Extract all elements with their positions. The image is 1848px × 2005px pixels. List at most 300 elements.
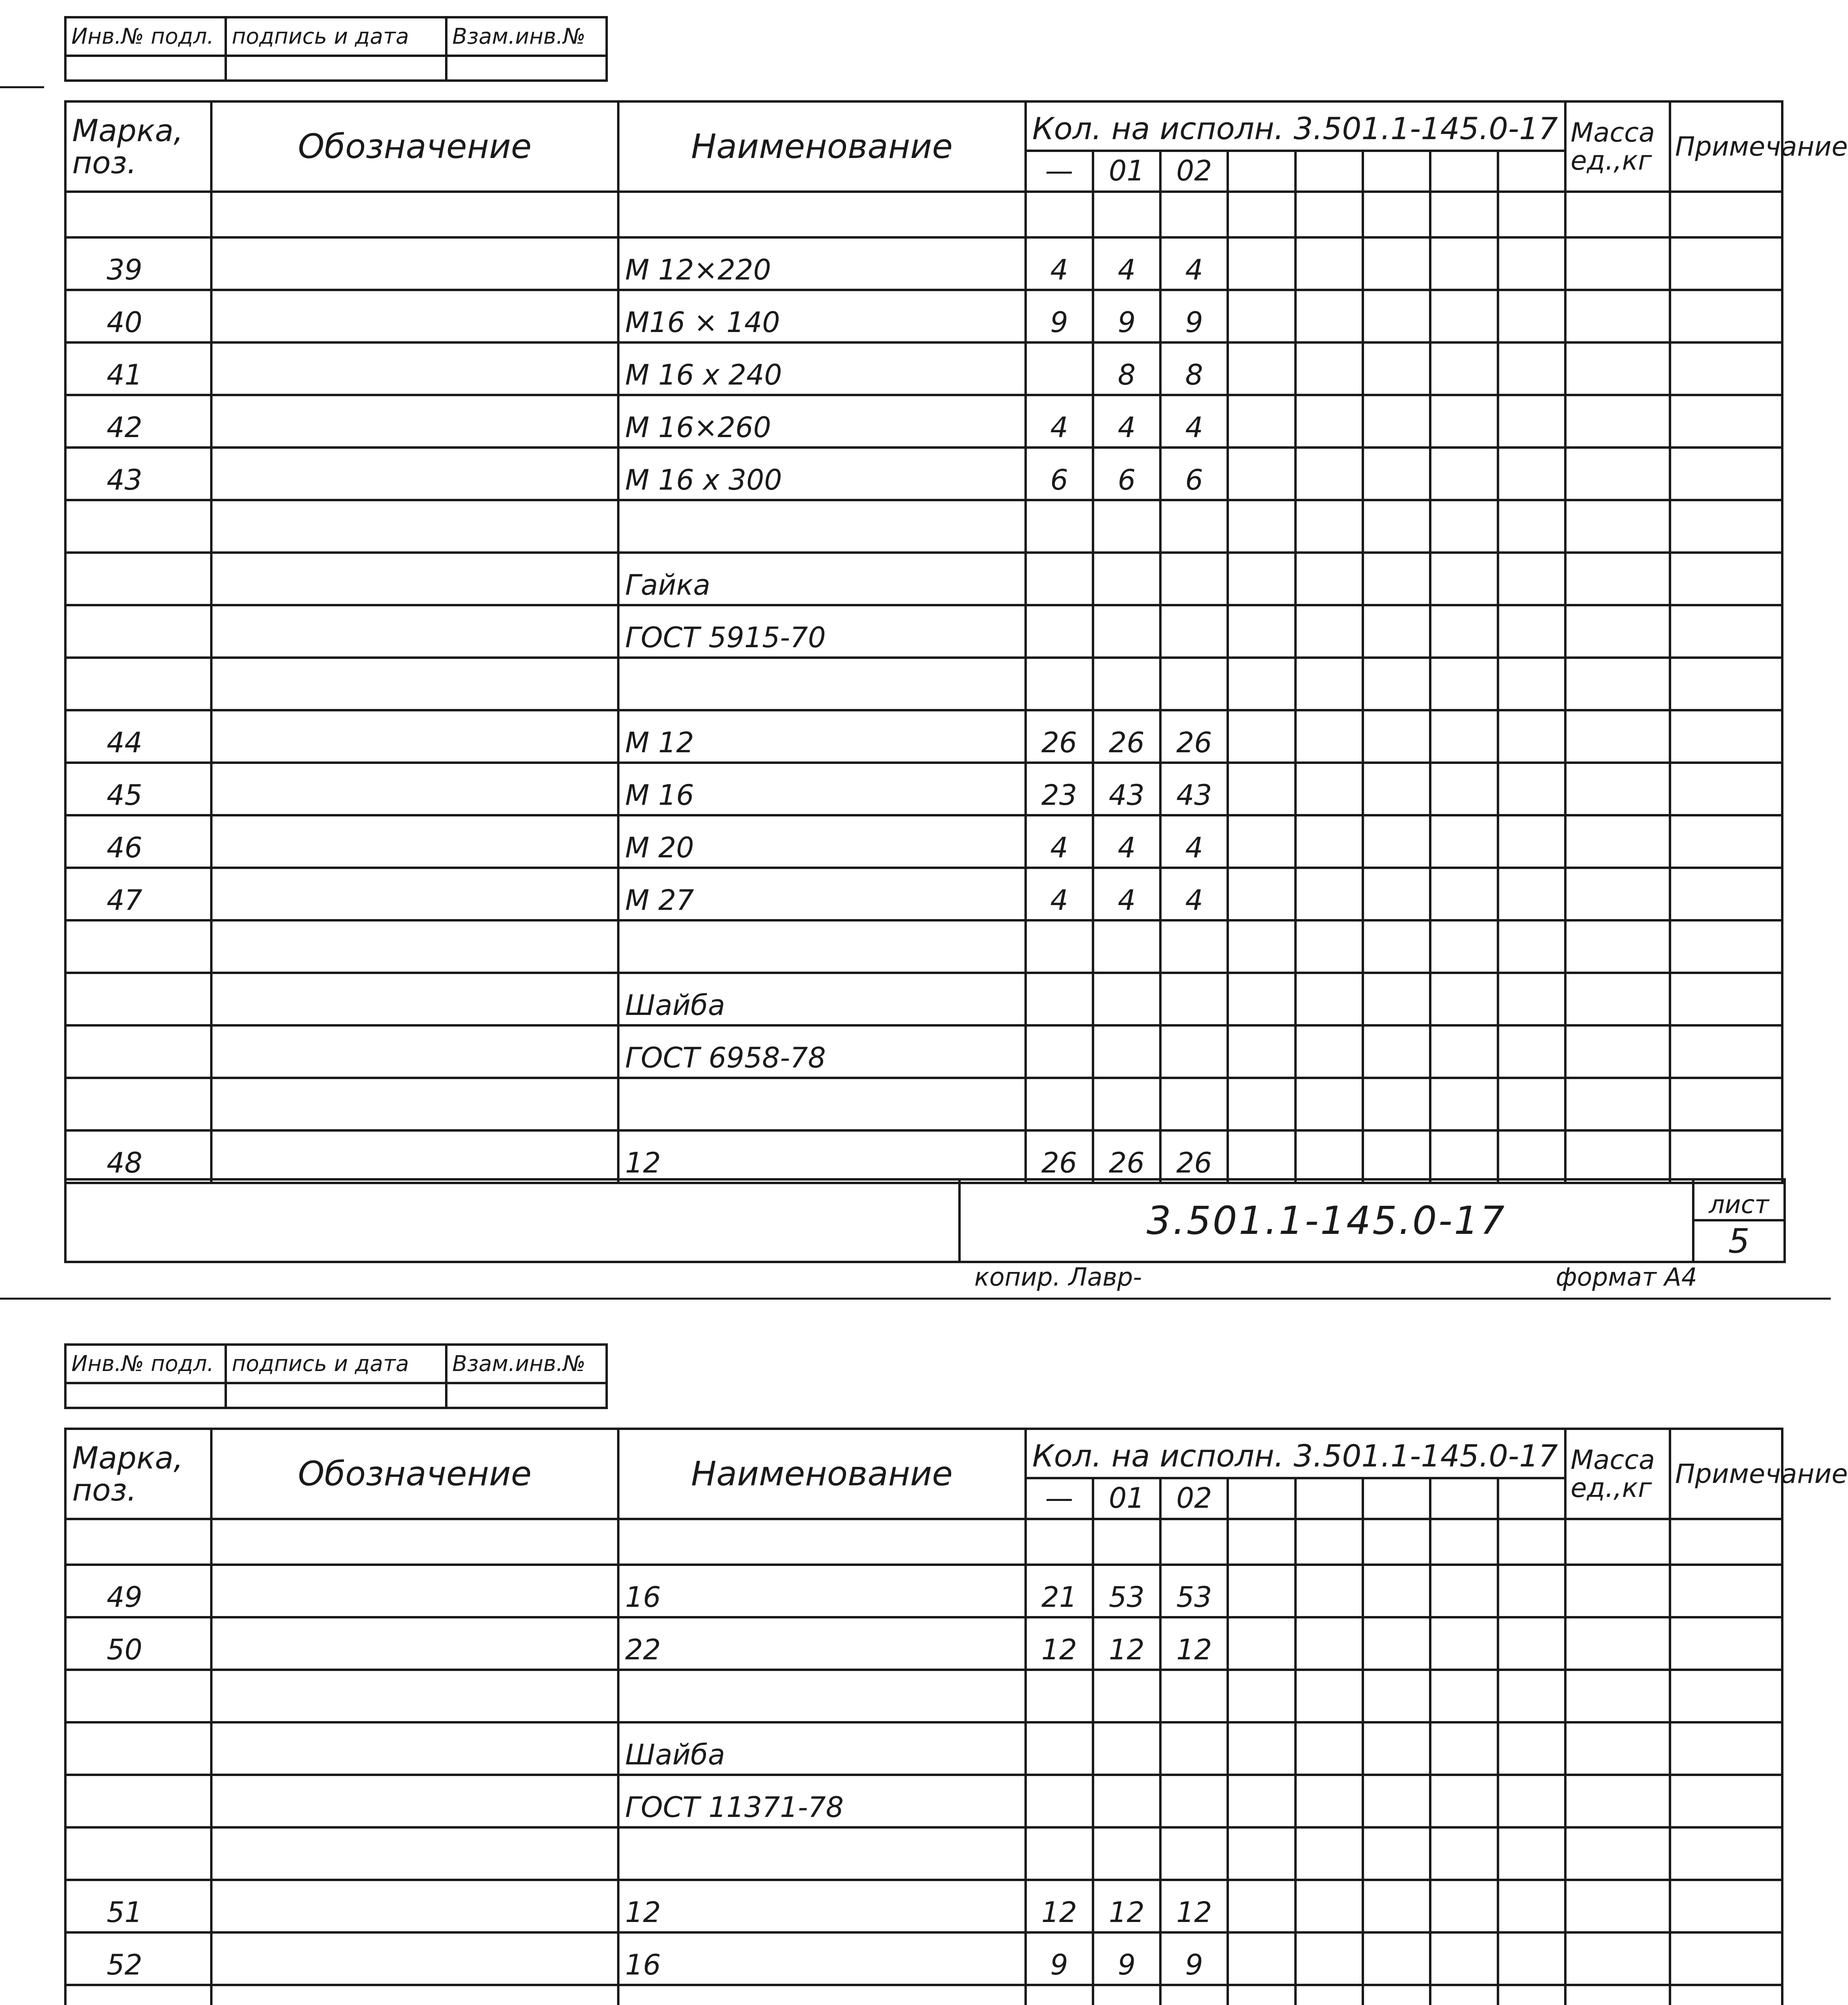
row-qty-blank — [1228, 1130, 1295, 1183]
row-qty-01: 6 — [1093, 448, 1160, 500]
row-name — [618, 658, 1025, 710]
row-position — [65, 192, 211, 237]
col-qty-blank — [1228, 151, 1295, 192]
row-qty-base — [1026, 1775, 1093, 1827]
row-qty-blank — [1228, 1932, 1295, 1985]
col-qty-blank — [1295, 151, 1363, 192]
row-position: 46 — [65, 815, 211, 868]
row-designation — [211, 658, 618, 710]
row-qty-02 — [1160, 1519, 1228, 1565]
row-position — [65, 500, 211, 553]
row-designation — [211, 290, 618, 342]
row-qty-base: 12 — [1026, 1880, 1093, 1932]
approval-header — [64, 16, 608, 82]
row-qty-01: 43 — [1093, 763, 1160, 815]
row-name: Шайба — [618, 973, 1025, 1025]
row-qty-02: 6 — [1160, 448, 1228, 500]
row-note — [1670, 1827, 1782, 1880]
spec-row — [65, 290, 1782, 342]
row-qty-blank — [1295, 1617, 1363, 1670]
row-qty-blank — [1363, 1932, 1430, 1985]
col-marka — [65, 1429, 211, 1519]
spec-row — [65, 1827, 1782, 1880]
row-qty-blank — [1228, 1078, 1295, 1130]
col-qty-blank — [1498, 151, 1565, 192]
row-qty-01 — [1093, 1775, 1160, 1827]
row-qty-02: 8 — [1160, 342, 1228, 395]
row-qty-02: 4 — [1160, 815, 1228, 868]
row-qty-blank — [1430, 920, 1498, 973]
row-qty-blank — [1228, 1985, 1295, 2005]
spec-row — [65, 1775, 1782, 1827]
row-mass — [1565, 658, 1670, 710]
row-qty-02 — [1160, 1670, 1228, 1722]
row-qty-blank — [1498, 710, 1565, 763]
row-designation — [211, 1519, 618, 1565]
row-qty-02 — [1160, 973, 1228, 1025]
row-qty-blank — [1228, 1880, 1295, 1932]
col-qty-02: 02 — [1160, 1478, 1228, 1519]
row-designation — [211, 710, 618, 763]
row-qty-01 — [1093, 973, 1160, 1025]
row-qty-blank — [1295, 1565, 1363, 1617]
col-primechanie: Примечание — [1670, 101, 1782, 192]
row-qty-base — [1026, 973, 1093, 1025]
row-position — [65, 1985, 211, 2005]
col-qty-blank — [1228, 1478, 1295, 1519]
row-qty-blank — [1430, 1130, 1498, 1183]
header-cell — [226, 56, 446, 81]
row-mass — [1565, 395, 1670, 448]
row-name — [618, 1670, 1025, 1722]
row-mass — [1565, 553, 1670, 605]
row-qty-01 — [1093, 1722, 1160, 1775]
row-qty-base: 23 — [1026, 763, 1093, 815]
row-qty-blank — [1430, 342, 1498, 395]
col-massa: Масса ед.,кг — [1565, 1429, 1670, 1519]
spec-row — [65, 658, 1782, 710]
row-name: М 20 — [618, 815, 1025, 868]
trim-line — [0, 86, 44, 88]
row-name: 22 — [618, 1617, 1025, 1670]
row-mass — [1565, 1565, 1670, 1617]
row-position — [65, 658, 211, 710]
row-qty-blank — [1363, 1775, 1430, 1827]
col-qty-blank — [1363, 151, 1430, 192]
row-qty-01: 9 — [1093, 1932, 1160, 1985]
row-mass — [1565, 1722, 1670, 1775]
row-qty-blank — [1295, 920, 1363, 973]
col-naimenovanie: Наименование — [618, 101, 1025, 192]
row-qty-blank — [1498, 342, 1565, 395]
row-qty-blank — [1363, 342, 1430, 395]
row-qty-blank — [1498, 1932, 1565, 1985]
spec-row — [65, 815, 1782, 868]
row-qty-blank — [1498, 658, 1565, 710]
row-qty-blank — [1295, 1519, 1363, 1565]
row-name: ГОСТ 6958-78 — [618, 1025, 1025, 1078]
row-qty-02 — [1160, 192, 1228, 237]
col-qty-dash: — — [1026, 1478, 1093, 1519]
row-qty-blank — [1498, 763, 1565, 815]
row-qty-blank — [1430, 1775, 1498, 1827]
row-note — [1670, 605, 1782, 658]
spec-row — [65, 1932, 1782, 1985]
row-qty-base — [1026, 500, 1093, 553]
row-designation — [211, 605, 618, 658]
row-qty-02 — [1160, 658, 1228, 710]
row-note — [1670, 658, 1782, 710]
row-note — [1670, 1880, 1782, 1932]
row-qty-blank — [1363, 815, 1430, 868]
row-name: 16 — [618, 1565, 1025, 1617]
row-qty-blank — [1295, 1078, 1363, 1130]
row-qty-blank — [1430, 1670, 1498, 1722]
spec-row — [65, 605, 1782, 658]
row-qty-01: 9 — [1093, 290, 1160, 342]
row-qty-base — [1026, 1078, 1093, 1130]
spec-sheet-6 — [0, 1335, 1848, 2005]
row-note — [1670, 1519, 1782, 1565]
row-qty-base: 4 — [1026, 868, 1093, 920]
row-qty-blank — [1363, 448, 1430, 500]
row-qty-blank — [1295, 553, 1363, 605]
row-qty-blank — [1363, 237, 1430, 290]
spec-row — [65, 448, 1782, 500]
header-podpis-data: подпись и дата — [226, 1345, 446, 1383]
row-qty-02 — [1160, 1078, 1228, 1130]
row-designation — [211, 1670, 618, 1722]
row-note — [1670, 763, 1782, 815]
row-qty-base: 12 — [1026, 1617, 1093, 1670]
row-qty-base — [1026, 605, 1093, 658]
header-cell — [226, 1383, 446, 1408]
row-note — [1670, 1617, 1782, 1670]
row-mass — [1565, 1617, 1670, 1670]
row-qty-base: 26 — [1026, 710, 1093, 763]
row-position: 44 — [65, 710, 211, 763]
spec-body-2 — [65, 1429, 1848, 2005]
row-designation — [211, 973, 618, 1025]
row-designation — [211, 1880, 618, 1932]
row-qty-blank — [1363, 605, 1430, 658]
header-podpis-data: подпись и дата — [226, 17, 446, 56]
row-qty-01 — [1093, 1025, 1160, 1078]
row-qty-01: 26 — [1093, 1130, 1160, 1183]
row-position — [65, 973, 211, 1025]
row-name: Гайка — [618, 553, 1025, 605]
row-qty-01: 12 — [1093, 1617, 1160, 1670]
row-qty-01 — [1093, 1078, 1160, 1130]
row-qty-02: 12 — [1160, 1880, 1228, 1932]
row-note — [1670, 553, 1782, 605]
row-note — [1670, 395, 1782, 448]
row-note — [1670, 342, 1782, 395]
spec-row — [65, 763, 1782, 815]
row-qty-blank — [1295, 1025, 1363, 1078]
row-name: М 12×220 — [618, 237, 1025, 290]
row-qty-base — [1026, 553, 1093, 605]
col-primechanie: Примечание — [1670, 1429, 1782, 1519]
spec-row — [65, 1519, 1782, 1565]
col-massa: Масса ед.,кг — [1565, 101, 1670, 192]
col-qty-01: 01 — [1093, 1478, 1160, 1519]
row-qty-blank — [1295, 192, 1363, 237]
row-qty-blank — [1498, 1565, 1565, 1617]
spec-row — [65, 500, 1782, 553]
row-qty-blank — [1228, 868, 1295, 920]
row-designation — [211, 1722, 618, 1775]
row-name: М16 × 140 — [618, 290, 1025, 342]
row-qty-blank — [1295, 237, 1363, 290]
header-cell — [65, 56, 226, 81]
title-block — [64, 1178, 1786, 1263]
row-qty-01: 26 — [1093, 710, 1160, 763]
row-qty-blank — [1430, 868, 1498, 920]
row-qty-blank — [1228, 1617, 1295, 1670]
row-designation — [211, 1565, 618, 1617]
row-qty-blank — [1363, 868, 1430, 920]
row-qty-blank — [1498, 448, 1565, 500]
row-qty-blank — [1295, 710, 1363, 763]
row-qty-blank — [1498, 1985, 1565, 2005]
row-qty-blank — [1363, 1670, 1430, 1722]
row-qty-02: 9 — [1160, 290, 1228, 342]
row-qty-blank — [1363, 1827, 1430, 1880]
row-mass — [1565, 710, 1670, 763]
title-block-blank — [65, 1179, 959, 1262]
row-qty-blank — [1228, 342, 1295, 395]
row-designation — [211, 448, 618, 500]
row-qty-02: 26 — [1160, 1130, 1228, 1183]
row-qty-blank — [1363, 192, 1430, 237]
col-qty-blank — [1363, 1478, 1430, 1519]
row-qty-01 — [1093, 1670, 1160, 1722]
row-position: 48 — [65, 1130, 211, 1183]
row-name: ГОСТ 11371-78 — [618, 1775, 1025, 1827]
row-qty-blank — [1363, 1985, 1430, 2005]
row-position: 39 — [65, 237, 211, 290]
approval-header — [64, 1343, 608, 1409]
row-mass — [1565, 815, 1670, 868]
row-mass — [1565, 1775, 1670, 1827]
row-qty-blank — [1430, 815, 1498, 868]
row-qty-blank — [1363, 658, 1430, 710]
row-note — [1670, 1985, 1782, 2005]
header-inv-podl: Инв.№ подл. — [65, 17, 226, 56]
col-qty-02: 02 — [1160, 151, 1228, 192]
row-qty-02 — [1160, 553, 1228, 605]
row-position — [65, 1775, 211, 1827]
row-designation — [211, 815, 618, 868]
row-mass — [1565, 290, 1670, 342]
row-qty-blank — [1498, 553, 1565, 605]
row-name: М 27 — [618, 868, 1025, 920]
row-qty-blank — [1430, 1565, 1498, 1617]
row-mass — [1565, 342, 1670, 395]
row-qty-blank — [1430, 500, 1498, 553]
row-qty-base: 6 — [1026, 448, 1093, 500]
col-qty-blank — [1295, 1478, 1363, 1519]
row-qty-02: 4 — [1160, 237, 1228, 290]
row-name: ГОСТ 5915-70 — [618, 605, 1025, 658]
row-qty-blank — [1498, 868, 1565, 920]
spec-row — [65, 192, 1782, 237]
row-mass — [1565, 192, 1670, 237]
row-qty-blank — [1498, 395, 1565, 448]
spec-row — [65, 1617, 1782, 1670]
row-qty-blank — [1363, 763, 1430, 815]
row-qty-blank — [1363, 1519, 1430, 1565]
row-qty-01: 8 — [1093, 342, 1160, 395]
header-cell — [446, 56, 607, 81]
row-note — [1670, 192, 1782, 237]
row-note — [1670, 1025, 1782, 1078]
row-note — [1670, 815, 1782, 868]
row-qty-blank — [1295, 342, 1363, 395]
spec-table — [64, 1428, 1848, 2005]
row-qty-blank — [1363, 553, 1430, 605]
row-qty-blank — [1295, 1130, 1363, 1183]
row-qty-base — [1026, 1025, 1093, 1078]
row-qty-01 — [1093, 1827, 1160, 1880]
row-mass — [1565, 920, 1670, 973]
row-qty-blank — [1295, 605, 1363, 658]
row-qty-blank — [1363, 920, 1430, 973]
row-name: 12 — [618, 1880, 1025, 1932]
row-qty-02 — [1160, 1025, 1228, 1078]
spec-row — [65, 1130, 1782, 1183]
row-mass — [1565, 448, 1670, 500]
row-designation — [211, 1025, 618, 1078]
row-designation — [211, 192, 618, 237]
row-qty-01 — [1093, 192, 1160, 237]
row-qty-base: 9 — [1026, 1932, 1093, 1985]
header-vzam-inv: Взам.инв.№ — [446, 17, 607, 56]
copy-label: копир. Лавр- — [974, 1262, 1142, 1292]
row-qty-blank — [1228, 553, 1295, 605]
row-qty-01: 4 — [1093, 237, 1160, 290]
row-qty-blank — [1228, 1519, 1295, 1565]
row-qty-blank — [1498, 1078, 1565, 1130]
row-qty-blank — [1363, 1130, 1430, 1183]
row-note — [1670, 920, 1782, 973]
row-note — [1670, 1932, 1782, 1985]
row-qty-blank — [1295, 658, 1363, 710]
row-mass — [1565, 1827, 1670, 1880]
row-mass — [1565, 1519, 1670, 1565]
row-qty-base — [1026, 342, 1093, 395]
row-qty-blank — [1430, 1025, 1498, 1078]
row-qty-blank — [1430, 1827, 1498, 1880]
row-designation — [211, 1827, 618, 1880]
row-qty-blank — [1430, 710, 1498, 763]
row-mass — [1565, 1985, 1670, 2005]
row-position: 45 — [65, 763, 211, 815]
row-designation — [211, 500, 618, 553]
spec-body-1 — [65, 101, 1848, 1183]
row-position: 52 — [65, 1932, 211, 1985]
row-note — [1670, 448, 1782, 500]
row-position — [65, 920, 211, 973]
row-qty-blank — [1295, 1827, 1363, 1880]
row-qty-blank — [1363, 1078, 1430, 1130]
row-mass — [1565, 1932, 1670, 1985]
row-mass — [1565, 1670, 1670, 1722]
row-note — [1670, 500, 1782, 553]
row-qty-blank — [1295, 763, 1363, 815]
row-qty-blank — [1363, 710, 1430, 763]
row-name: М 16 х 240 — [618, 342, 1025, 395]
row-qty-blank — [1430, 290, 1498, 342]
row-qty-blank — [1363, 973, 1430, 1025]
row-qty-02 — [1160, 1722, 1228, 1775]
sheet-number: 5 — [1693, 1220, 1785, 1262]
format-label: формат А4 — [1556, 1262, 1697, 1292]
row-qty-blank — [1430, 1932, 1498, 1985]
row-qty-blank — [1228, 1827, 1295, 1880]
row-qty-01: 12 — [1093, 1880, 1160, 1932]
col-qty-group: Кол. на исполн. 3.501.1-145.0-17 — [1026, 101, 1566, 151]
row-qty-blank — [1430, 658, 1498, 710]
row-name: М 16 — [618, 763, 1025, 815]
spec-row — [65, 1025, 1782, 1078]
row-qty-blank — [1430, 1985, 1498, 2005]
col-qty-dash: — — [1026, 151, 1093, 192]
spec-row — [65, 553, 1782, 605]
row-position — [65, 1078, 211, 1130]
row-note — [1670, 868, 1782, 920]
row-note — [1670, 1722, 1782, 1775]
row-qty-base — [1026, 920, 1093, 973]
row-position: 50 — [65, 1617, 211, 1670]
row-note — [1670, 710, 1782, 763]
row-mass — [1565, 605, 1670, 658]
row-designation — [211, 868, 618, 920]
row-position — [65, 1519, 211, 1565]
row-qty-blank — [1498, 973, 1565, 1025]
row-qty-blank — [1228, 1025, 1295, 1078]
row-position — [65, 1670, 211, 1722]
row-qty-blank — [1228, 763, 1295, 815]
row-qty-base — [1026, 658, 1093, 710]
row-name — [618, 920, 1025, 973]
row-note — [1670, 1670, 1782, 1722]
spec-row — [65, 1670, 1782, 1722]
row-position: 47 — [65, 868, 211, 920]
row-qty-01 — [1093, 658, 1160, 710]
row-qty-01: 4 — [1093, 395, 1160, 448]
row-position — [65, 1025, 211, 1078]
spec-row — [65, 395, 1782, 448]
row-name — [618, 500, 1025, 553]
row-qty-blank — [1363, 1565, 1430, 1617]
row-name: М 12 — [618, 710, 1025, 763]
row-position — [65, 1722, 211, 1775]
row-mass — [1565, 500, 1670, 553]
row-qty-blank — [1228, 605, 1295, 658]
row-mass — [1565, 763, 1670, 815]
row-qty-blank — [1228, 710, 1295, 763]
row-qty-blank — [1228, 290, 1295, 342]
row-qty-01 — [1093, 605, 1160, 658]
row-mass — [1565, 1078, 1670, 1130]
header-inv-podl: Инв.№ подл. — [65, 1345, 226, 1383]
spec-row — [65, 237, 1782, 290]
row-qty-01: 4 — [1093, 868, 1160, 920]
spec-row — [65, 1880, 1782, 1932]
row-qty-blank — [1363, 1880, 1430, 1932]
